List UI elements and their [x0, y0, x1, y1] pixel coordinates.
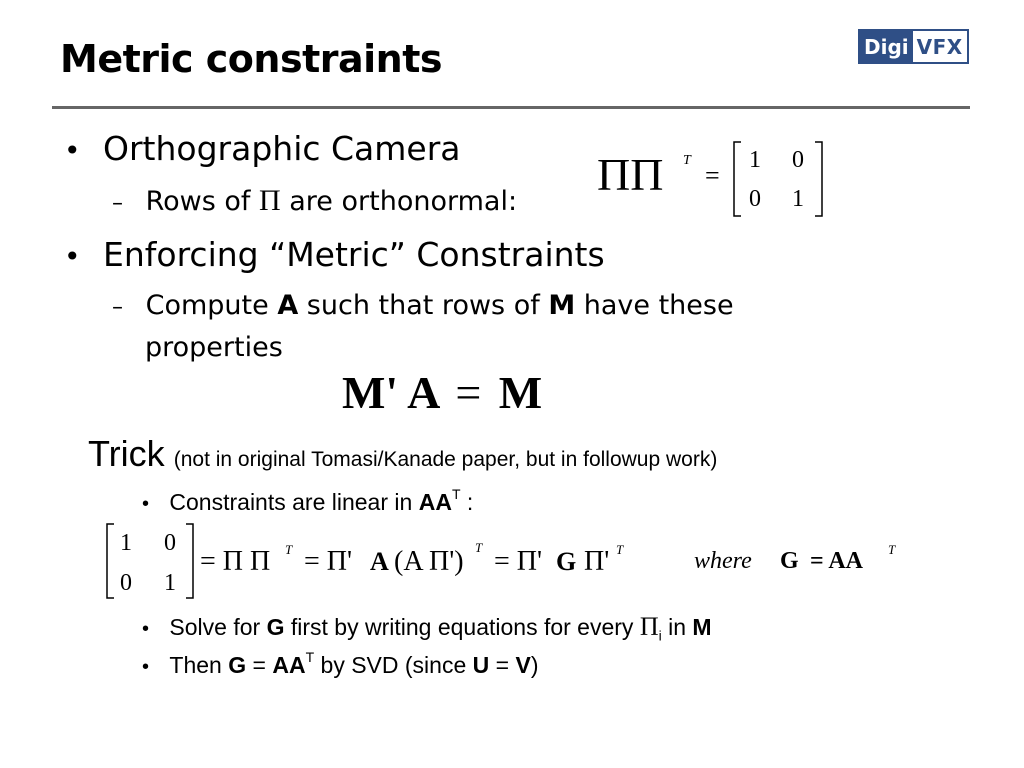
matrix-cell: 1 — [120, 530, 132, 556]
trick-bullet-solve-g — [142, 612, 712, 644]
sub-bullet-text: such that rows of — [298, 290, 549, 321]
eq-transpose-T: T — [888, 542, 896, 557]
matrix-cell: 0 — [120, 570, 132, 596]
eq-equals-AA: = AA — [810, 548, 864, 574]
trick-bullet-text: : — [460, 489, 474, 515]
bold-G: G — [266, 614, 285, 640]
eq-where: where — [694, 548, 752, 574]
matrix-right-bracket — [815, 142, 822, 216]
trick-bullet-text: Constraints are linear in — [169, 489, 419, 515]
eq-pi-pi: = Π Π — [200, 546, 271, 577]
digivfx-logo — [858, 29, 969, 64]
sub-bullet-text: have these — [575, 290, 734, 321]
bullet-marker: • — [142, 618, 150, 640]
eq-A: A — [370, 547, 389, 576]
trick-bullet-text: Then — [169, 652, 229, 678]
bold-M: M — [692, 614, 712, 640]
orthonormal-equation — [595, 138, 835, 220]
page-title: Metric constraints — [60, 37, 442, 81]
bullet-marker: • — [142, 493, 150, 515]
matrix-cell: 1 — [792, 186, 804, 212]
bullet-item-enforcing — [64, 235, 605, 274]
sub-bullet-text: Compute — [145, 290, 278, 321]
bold-M: M — [548, 290, 576, 321]
sub-bullet-rows-orthonormal — [112, 186, 517, 216]
bullet-item-orthographic — [64, 129, 461, 168]
eq-G: G — [556, 547, 577, 576]
bold-A: A — [277, 290, 299, 321]
logo-part-vfx: VFX — [916, 34, 963, 59]
trick-bullet-text: ) — [530, 652, 539, 678]
trick-heading — [88, 433, 718, 474]
eq-transpose-T: T — [616, 542, 624, 557]
bullet-marker: • — [64, 134, 81, 167]
eq-pi-prime: = Π' — [494, 546, 543, 577]
trick-bullet-text: in — [661, 614, 693, 640]
superscript-T: T — [451, 486, 461, 503]
trick-note: (not in original Tomasi/Kanade paper, but in followup work) — [173, 448, 718, 471]
title-divider — [52, 106, 970, 109]
main-eq-rhs: M — [498, 367, 543, 418]
bold-G: G — [228, 652, 247, 678]
trick-bullet-text: by SVD (since — [314, 652, 473, 678]
eq-pi-prime: Π' — [584, 546, 610, 577]
matrix-cell: 1 — [164, 570, 176, 596]
eq-pi-prime: = Π' — [304, 546, 353, 577]
main-equation — [342, 366, 542, 419]
eq-G: G — [780, 548, 799, 574]
matrix-cell: 1 — [749, 147, 761, 173]
matrix-cell: 0 — [792, 147, 804, 173]
bold-AA: AA — [272, 652, 306, 678]
sub-bullet-compute-a — [112, 292, 734, 319]
eq-transpose-T: T — [475, 540, 483, 555]
pi-symbol: Π — [639, 612, 659, 641]
trick-bullet-text: Solve for — [169, 614, 267, 640]
dash-marker: – — [112, 191, 123, 216]
subscript-i: i — [658, 627, 662, 644]
matrix-right-bracket — [186, 524, 193, 598]
trick-bullet-text: = — [489, 652, 516, 678]
eq-A-pi-group: (A Π') — [394, 546, 464, 577]
constraint-equation — [100, 518, 920, 606]
trick-bullet-text: first by writing equations for every — [284, 614, 640, 640]
eq-transpose-T: T — [683, 153, 691, 168]
bold-AA: AA — [418, 489, 452, 515]
sub-bullet-text-pre: Rows of — [145, 186, 259, 217]
trick-bullet-text: = — [246, 652, 273, 678]
bullet-text: Enforcing “Metric” Constraints — [103, 235, 605, 274]
matrix-cell: 0 — [164, 530, 176, 556]
trick-label: Trick — [88, 433, 165, 474]
trick-bullet-svd — [142, 649, 539, 678]
matrix-left-bracket — [734, 142, 741, 216]
eq-transpose-T: T — [285, 542, 293, 557]
sub-bullet-text-post: are orthonormal: — [280, 186, 518, 217]
dash-marker: – — [112, 295, 123, 320]
matrix-left-bracket — [107, 524, 114, 598]
main-eq-lhs: M' A — [342, 367, 438, 418]
sub-bullet-continuation: properties — [145, 332, 283, 363]
bullet-marker: • — [64, 240, 81, 273]
matrix-cell: 0 — [749, 186, 761, 212]
eq-pi-pi: ΠΠ — [597, 149, 664, 200]
logo-part-digi: Digi — [860, 31, 913, 62]
main-eq-equals: = — [455, 367, 482, 418]
superscript-T: T — [305, 649, 315, 666]
trick-bullet-linear — [142, 486, 474, 515]
bullet-marker: • — [142, 656, 150, 678]
pi-symbol: Π — [259, 184, 281, 217]
bullet-text: Orthographic Camera — [103, 129, 461, 168]
eq-equals: = — [705, 161, 720, 190]
bold-V: V — [515, 652, 531, 678]
bold-U: U — [472, 652, 490, 678]
